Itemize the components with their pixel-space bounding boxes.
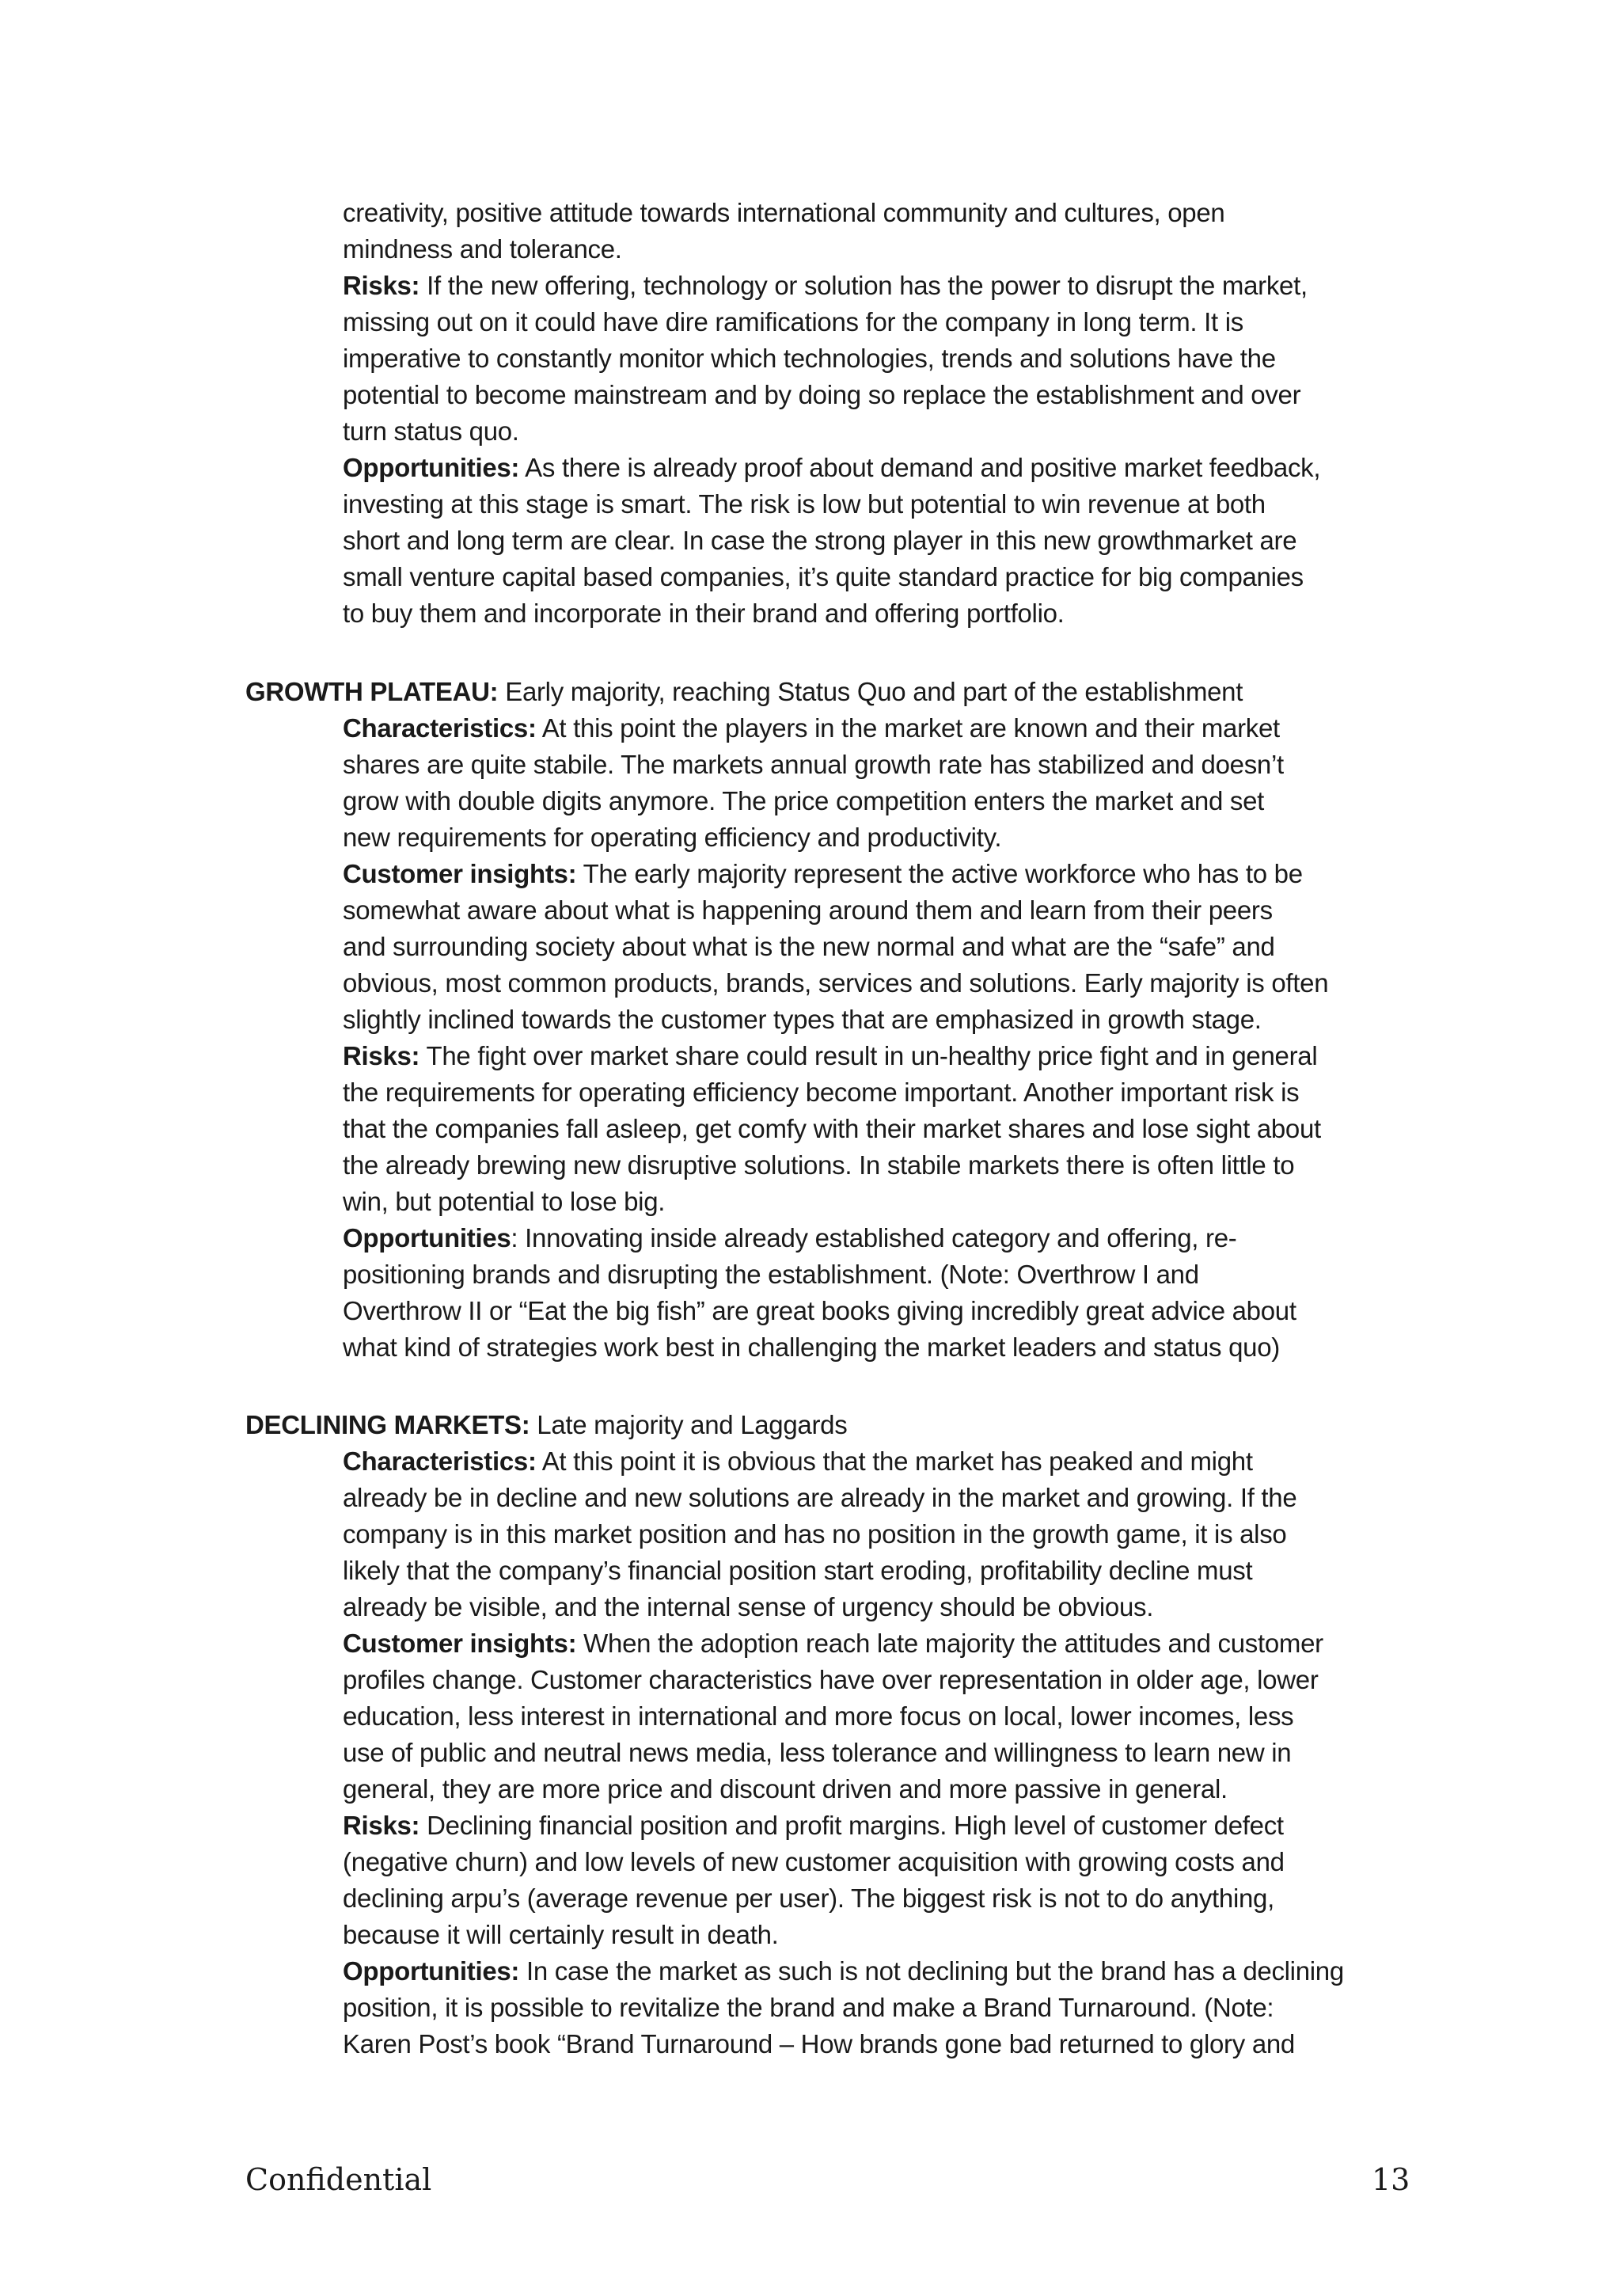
risks-paragraph-start xyxy=(343,1808,1284,1844)
text-line: declining arpu’s (average revenue per user). The biggest risk is not to do anything, xyxy=(343,1884,1274,1913)
text-line: education, less interest in international and more focus on local, lower incomes, less xyxy=(343,1701,1294,1731)
heading-label: DECLINING MARKETS: xyxy=(245,1410,530,1439)
text-line: somewhat aware about what is happening around them and learn from their peers xyxy=(343,895,1273,925)
page-number: 13 xyxy=(1372,2162,1410,2197)
text-line: grow with double digits anymore. The price competition enters the market and set xyxy=(343,786,1265,815)
text-line: win, but potential to lose big. xyxy=(343,1187,666,1216)
text-line: likely that the company’s financial position start eroding, profitability decline must xyxy=(343,1556,1253,1585)
text-line: obvious, most common products, brands, services and solutions. Early majority is often xyxy=(343,968,1329,998)
text-line: already be in decline and new solutions are already in the market and growing. If the xyxy=(343,1483,1297,1512)
text-run: At this point the players in the market are known and their market xyxy=(536,713,1280,743)
text-line: investing at this stage is smart. The risk is low but potential to win revenue at both xyxy=(343,489,1266,519)
section-heading-growth-plateau xyxy=(245,674,1243,710)
text-line: position, it is possible to revitalize the brand and make a Brand Turnaround. (Note: xyxy=(343,1993,1274,2022)
risks-paragraph-start xyxy=(343,1038,1317,1074)
risks-label: Risks: xyxy=(343,1811,420,1840)
opportunities-label: Opportunities: xyxy=(343,1956,520,1986)
text-line: that the companies fall asleep, get comfy with their market shares and lose sight about xyxy=(343,1114,1321,1143)
text-line: potential to become mainstream and by doing so replace the establishment and over xyxy=(343,380,1301,409)
text-line: creativity, positive attitude towards international community and cultures, open xyxy=(343,198,1225,227)
characteristics-label: Characteristics: xyxy=(343,1446,537,1476)
text-line: the requirements for operating efficiency become important. Another important risk is xyxy=(343,1078,1300,1107)
risks-label: Risks: xyxy=(343,1041,420,1070)
text-line: imperative to constantly monitor which technologies, trends and solutions have the xyxy=(343,344,1276,373)
heading-text: Early majority, reaching Status Quo and part of the establishment xyxy=(498,677,1243,706)
heading-text: Late majority and Laggards xyxy=(530,1410,848,1439)
text-line: because it will certainly result in death. xyxy=(343,1920,779,1949)
text-line: what kind of strategies work best in challenging the market leaders and status quo) xyxy=(343,1332,1280,1362)
text-line: new requirements for operating efficiency and productivity. xyxy=(343,823,1002,852)
risks-label: Risks: xyxy=(343,271,420,300)
footer-confidential: Confidential xyxy=(245,2162,432,2197)
text-line: profiles change. Customer characteristics have over representation in older age, lower xyxy=(343,1665,1319,1694)
opportunities-label: Opportunities xyxy=(343,1223,511,1253)
risks-paragraph-start xyxy=(343,268,1308,304)
text-line: general, they are more price and discount driven and more passive in general. xyxy=(343,1774,1228,1804)
customer-insights-paragraph-start xyxy=(343,1625,1323,1662)
text-run: Declining financial position and profit margins. High level of customer defect xyxy=(419,1811,1284,1840)
opportunities-paragraph-start xyxy=(343,1220,1236,1256)
text-line: slightly inclined towards the customer types that are emphasized in growth stage. xyxy=(343,1005,1262,1034)
opportunities-paragraph-start xyxy=(343,1953,1344,1990)
text-line: use of public and neutral news media, less tolerance and willingness to learn new in xyxy=(343,1738,1292,1767)
text-line: mindness and tolerance. xyxy=(343,234,622,264)
text-line: short and long term are clear. In case the strong player in this new growthmarket are xyxy=(343,526,1297,555)
customer-insights-paragraph-start xyxy=(343,856,1303,892)
characteristics-paragraph-start xyxy=(343,710,1280,747)
text-line: small venture capital based companies, it’s quite standard practice for big companies xyxy=(343,562,1304,591)
text-line: company is in this market position and has no position in the growth game, it is also xyxy=(343,1519,1287,1549)
text-run: The early majority represent the active workforce who has to be xyxy=(576,859,1303,888)
text-run: As there is already proof about demand and positive market feedback, xyxy=(519,453,1321,482)
section-heading-declining-markets xyxy=(245,1407,847,1443)
text-line: Karen Post’s book “Brand Turnaround – How brands gone bad returned to glory and xyxy=(343,2029,1295,2058)
heading-label: GROWTH PLATEAU: xyxy=(245,677,499,706)
text-line: already be visible, and the internal sense of urgency should be obvious. xyxy=(343,1592,1154,1621)
text-line: Overthrow II or “Eat the big fish” are great books giving incredibly great advice about xyxy=(343,1296,1296,1325)
text-run: When the adoption reach late majority the attitudes and customer xyxy=(576,1629,1323,1658)
text-line: to buy them and incorporate in their brand and offering portfolio. xyxy=(343,599,1065,628)
characteristics-label: Characteristics: xyxy=(343,713,537,743)
customer-insights-label: Customer insights: xyxy=(343,859,577,888)
text-run: At this point it is obvious that the market has peaked and might xyxy=(536,1446,1253,1476)
text-run: : Innovating inside already established category and offering, re- xyxy=(511,1223,1237,1253)
text-run: In case the market as such is not declining but the brand has a declining xyxy=(519,1956,1344,1986)
opportunities-paragraph-start xyxy=(343,450,1320,486)
text-line: missing out on it could have dire ramifications for the company in long term. It is xyxy=(343,307,1243,336)
text-run: If the new offering, technology or solution has the power to disrupt the market, xyxy=(419,271,1308,300)
text-line: and surrounding society about what is the new normal and what are the “safe” and xyxy=(343,932,1275,961)
text-line: the already brewing new disruptive solutions. In stabile markets there is often little to xyxy=(343,1150,1295,1180)
characteristics-paragraph-start xyxy=(343,1443,1253,1480)
text-line: shares are quite stabile. The markets annual growth rate has stabilized and doesn’t xyxy=(343,750,1284,779)
text-line: (negative churn) and low levels of new customer acquisition with growing costs and xyxy=(343,1847,1285,1876)
opportunities-label: Opportunities: xyxy=(343,453,520,482)
text-run: The fight over market share could result in un-healthy price fight and in general xyxy=(419,1041,1318,1070)
text-line: turn status quo. xyxy=(343,416,519,446)
text-line: positioning brands and disrupting the establishment. (Note: Overthrow I and xyxy=(343,1260,1199,1289)
customer-insights-label: Customer insights: xyxy=(343,1629,577,1658)
